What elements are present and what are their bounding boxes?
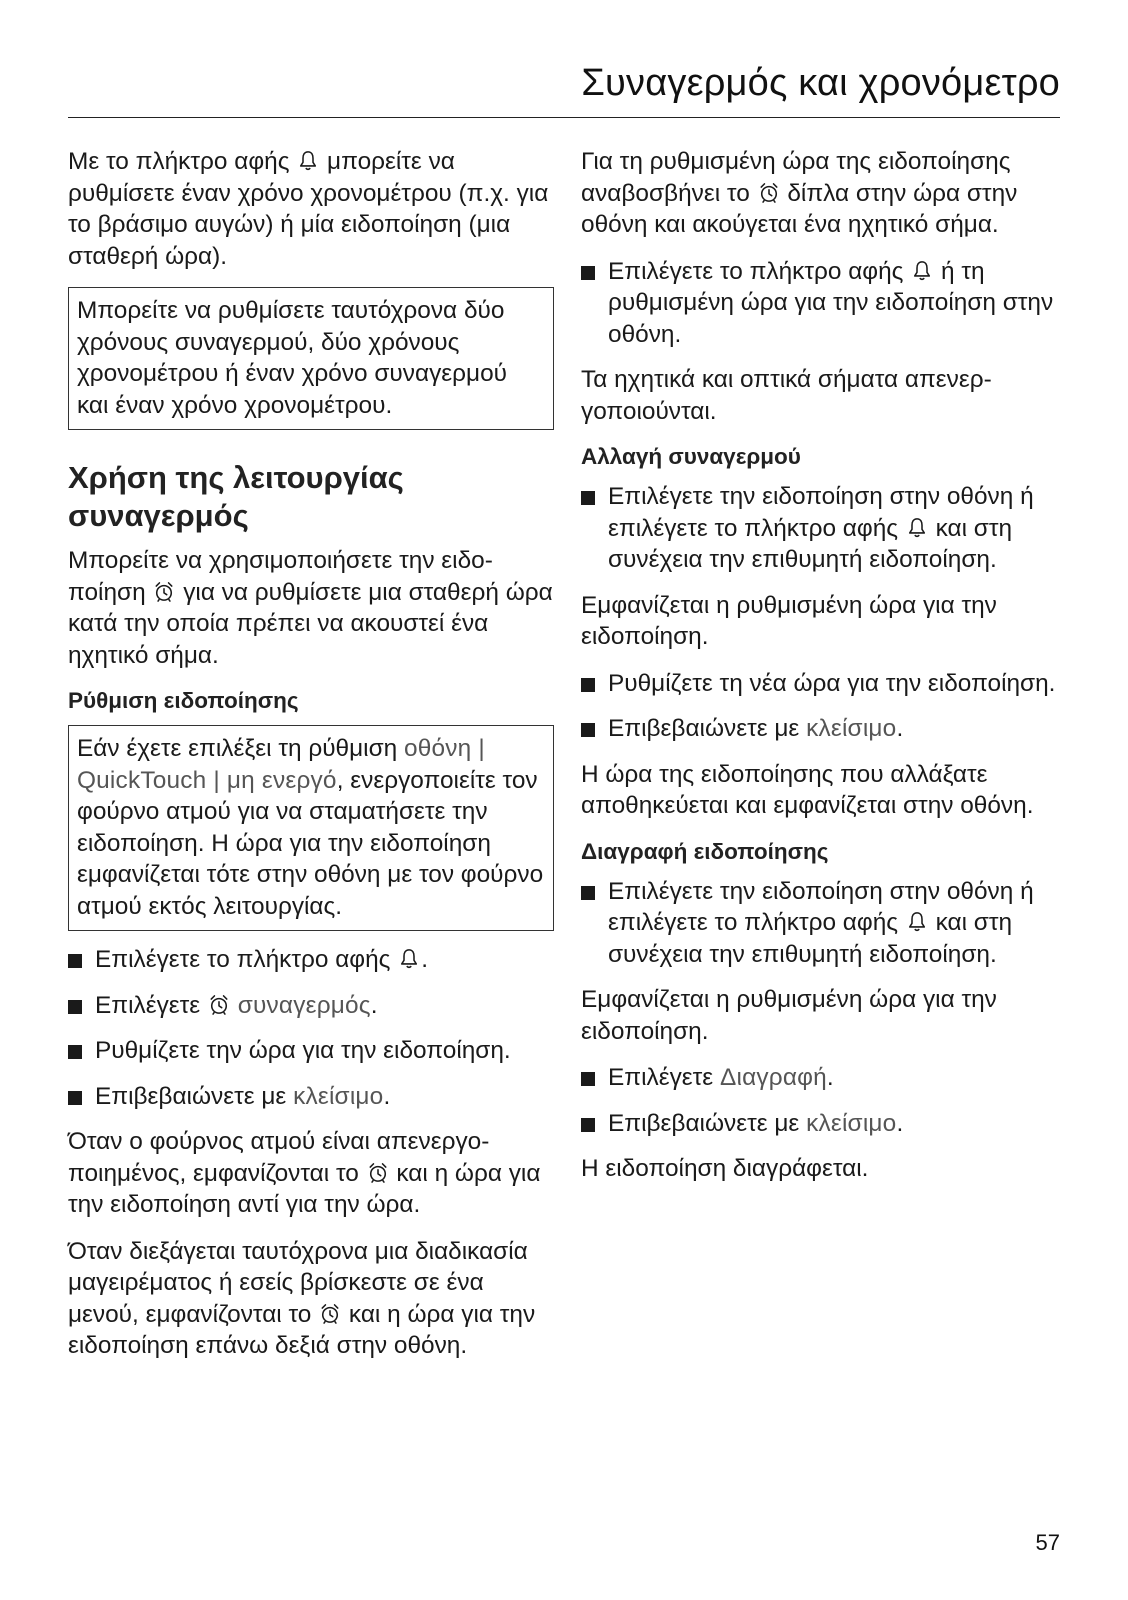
step-text-end: . [370,991,378,1019]
section-intro-a: Μπορείτε να χρησιμοποιήσετε την ειδοποίηση [68,547,493,606]
header-divider [68,117,1060,118]
subheading-change-alarm: Αλλαγή συναγερμού [581,444,801,469]
display-text-delete: Διαγραφή [719,1064,827,1091]
display-setting-text: οθόνη | QuickTouch | μη ενεργό [77,735,485,794]
step-text: Επιλέγετε την ειδοποίηση στην οθόνη ή επιλέγετε το πλήκτρο αφής [608,483,1034,542]
step-confirm [581,713,1061,745]
step-text: Επιλέγετε το πλήκτρο αφής [95,946,391,973]
paragraph-signals-off: Τα ηχητικά και οπτικά σήματα απενεργοποιούνται. [581,366,992,425]
para1-b: δίπλα στην ώρα στην οθόνη και ακούγεται ένα ηχητικό σήμα. [581,179,1018,238]
step-select-notification [581,481,1061,576]
bell-icon [399,947,419,970]
para1-a: Για τη ρυθμισμένη ώρα της ειδοποίησης αναβοσβήνει το [581,148,1011,207]
paragraph-time-shown: Εμφανίζεται η ρυθμισμένη ώρα για την ειδοποίηση. [581,986,997,1045]
display-text-close: κλείσιμο [293,1082,384,1110]
step-text: Επιλέγετε την ειδοποίηση στην οθόνη ή επιλέγετε το πλήκτρο αφής [608,877,1034,936]
subheading-set-alarm: Ρύθμιση ειδοποίησης [68,688,299,713]
step-text: Επιλέγετε [608,1064,714,1091]
step-text-end: . [826,1064,834,1091]
left-column [68,146,554,1377]
settings-note-b: , ενεργοποιείτε τον φούρνο ατμού για να σταματήσετε την ειδοποίηση. Η ώρα για την ειδοποίηση εμφανίζεται τότε στην οθόνη με τον φούρνο ατμού εκτός λειτουργίας. [77,766,544,920]
step-text-end: . [383,1082,391,1110]
para-cooking-b: και η ώρα για την ειδοποίηση επάνω δεξιά στην οθόνη. [68,1300,536,1359]
step-text-end: ή τη ρυθμισμένη ώρα για την ειδοποίηση στην οθόνη. [608,257,1054,348]
bell-icon [298,149,318,172]
page-number: 57 [1035,1530,1060,1555]
section-intro-b: για να ρυθμίσετε μια σταθερή ώρα κατά την οποία πρέπει να ακουστεί ένα ηχητικό σήμα. [68,578,553,669]
intro-text-b: μπορείτε να ρυθμίσετε έναν χρόνο χρονομέτρου (π.χ. για το βράσιμο αυγών) ή μία ειδοποίηση (μια σταθερή ώρα). [68,148,549,270]
paragraph-time-shown: Εμφανίζεται η ρυθμισμένη ώρα για την ειδοποίηση. [581,591,997,650]
bell-icon [912,259,932,282]
display-text-close: κλείσιμο [806,715,897,742]
intro-text-a: Με το πλήκτρο αφής [68,148,290,175]
step-acknowledge [581,256,1061,351]
alarm-clock-icon [209,993,229,1016]
step-text-end: και στη συνέχεια την επιθυμητή ειδοποίηση. [608,909,1013,968]
step-confirm [581,1108,1061,1140]
paragraph-time-saved: Η ώρα της ειδοποίησης που αλλάξατε αποθηκεύεται και εμφανίζεται στην οθόνη. [581,760,1034,819]
step-select-sensor [68,944,554,976]
settings-note-a: Εάν έχετε επιλέξει τη ρύθμιση [77,735,398,762]
step-text: Επιλέγετε [95,991,201,1019]
info-box [68,287,554,430]
step-text: Επιλέγετε το πλήκτρο αφής [608,257,904,285]
alarm-clock-icon [368,1161,388,1184]
paragraph-deleted: Η ειδοποίηση διαγράφεται. [581,1155,869,1182]
step-select-notification [581,876,1061,971]
right-column [581,146,1061,1200]
bell-icon [907,910,927,933]
step-text: Επιβεβαιώνετε με [608,1109,800,1137]
alarm-clock-icon [154,580,174,603]
para-off-b: και η ώρα για την ειδοποίηση αντί για την ώρα. [68,1159,541,1218]
paragraph-alarm-time [581,146,1061,241]
step-text-end: και στη συνέχεια την επιθυμητή ειδοποίηση. [608,514,1013,573]
step-text-end: . [896,715,904,742]
step-text: Επιβεβαιώνετε με [608,715,800,742]
para-off-a: Όταν ο φούρνος ατμού είναι απενεργοποιημένος, εμφανίζονται το [68,1128,490,1187]
paragraph-cooking [68,1236,554,1362]
step-text-end: . [421,946,429,973]
step-text: Επιβεβαιώνετε με [95,1082,287,1110]
display-text-close: κλείσιμο [806,1109,897,1137]
page-title: Συναγερμός και χρονόμετρο [581,62,1060,104]
section-heading: Χρήση της λειτουργίας συναγερμός [68,460,404,533]
step-select-delete [581,1062,1061,1094]
step-set-new-time: Ρυθμίζετε τη νέα ώρα για την ειδοποίηση. [581,668,1061,700]
subheading-delete-alarm: Διαγραφή ειδοποίησης [581,838,829,864]
info-box-text: Μπορείτε να ρυθμίσετε ταυτόχρονα δύο χρόνους συναγερμού, δύο χρόνους χρονομέτρου ή έναν χρόνο συναγερμού και έναν χρόνο χρονομέτρου. [77,297,507,419]
intro-paragraph [68,146,554,272]
paragraph-oven-off [68,1126,554,1221]
bell-icon [907,516,927,539]
step-confirm [68,1081,554,1113]
settings-note-text [77,733,545,922]
alarm-clock-icon [759,181,779,204]
para-cooking-a: Όταν διεξάγεται ταυτόχρονα μια διαδικασία μαγειρέματος ή εσείς βρίσκεστε σε ένα μενού, εμφανίζονται το [68,1237,528,1328]
alarm-clock-icon [320,1302,340,1325]
display-text-alarm: συναγερμός [237,991,371,1019]
step-set-time: Ρυθμίζετε την ώρα για την ειδοποίηση. [68,1035,554,1067]
step-text-end: . [896,1109,904,1137]
step-select-alarm [68,990,554,1022]
section-intro [68,545,554,671]
settings-note-box [68,725,554,931]
